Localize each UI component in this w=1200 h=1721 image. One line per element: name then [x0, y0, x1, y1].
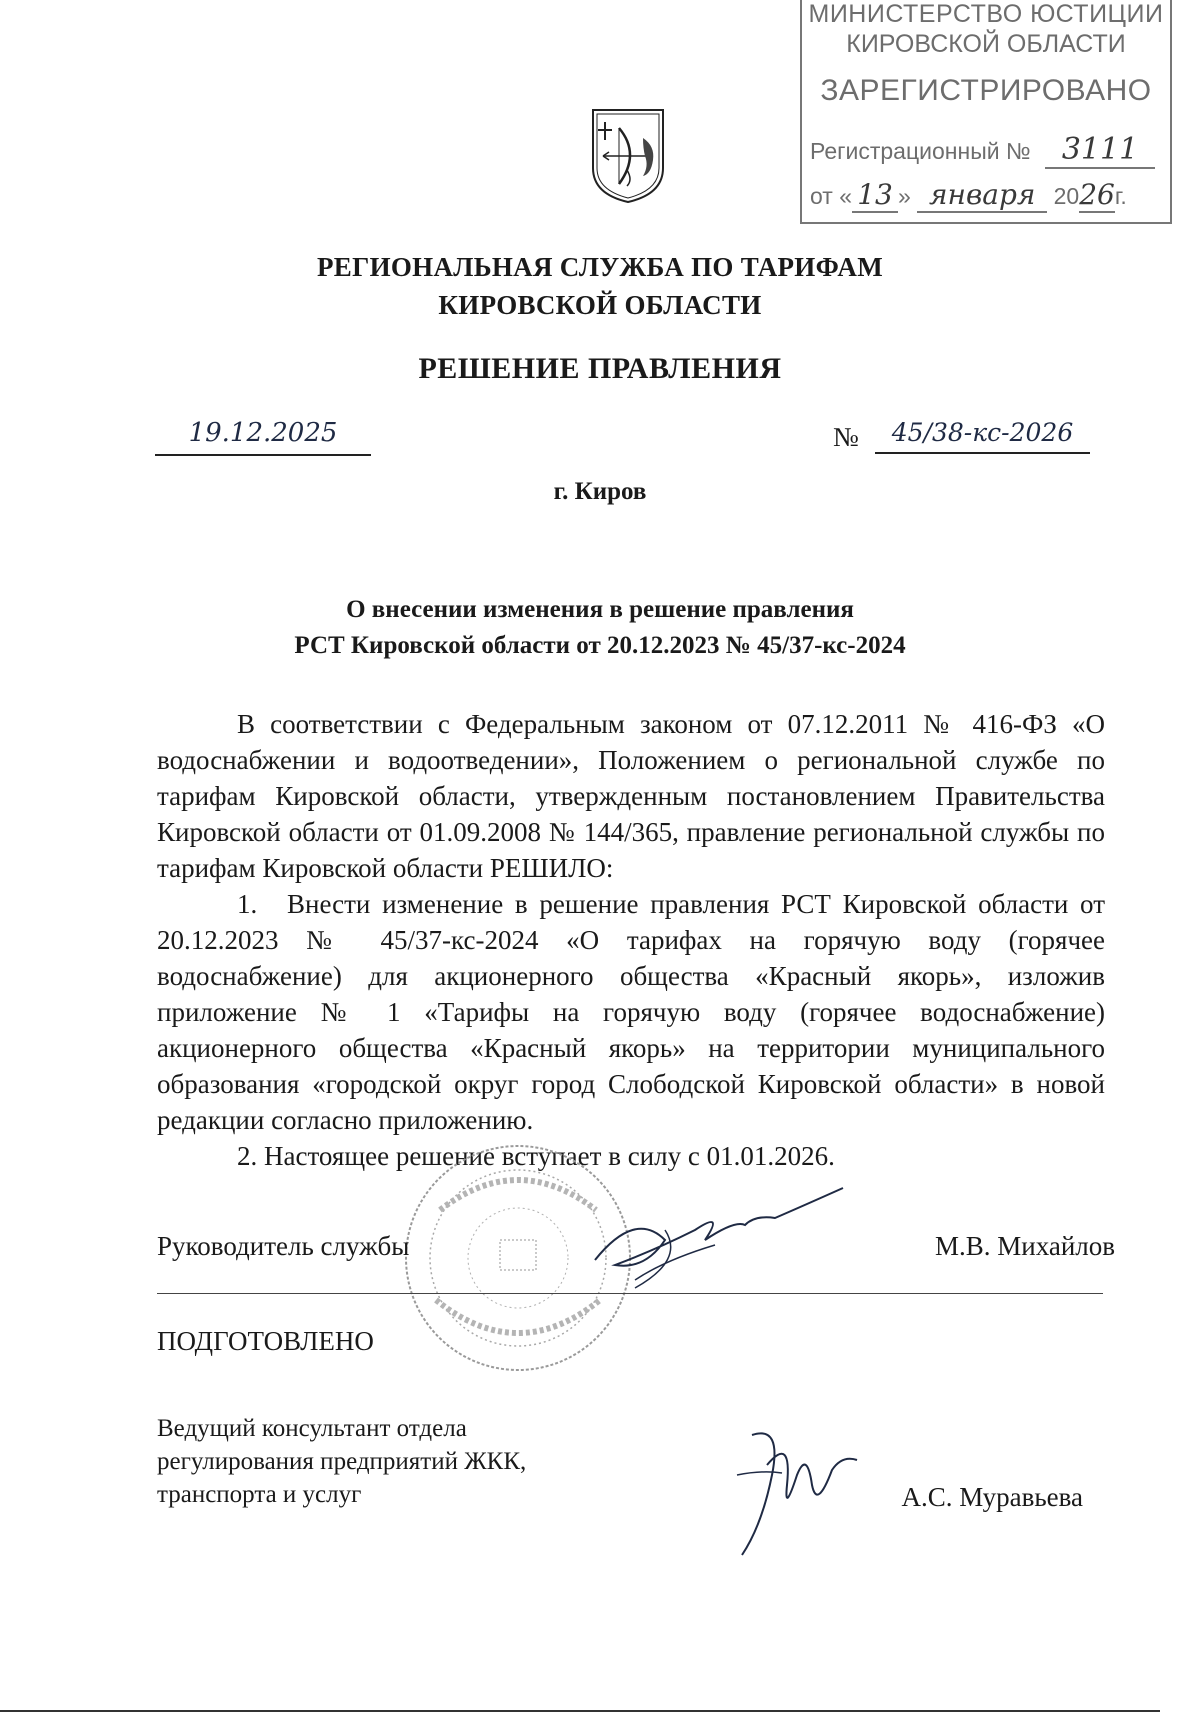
number-symbol: № — [833, 422, 859, 452]
stamp-year-prefix: 20 — [1053, 183, 1080, 209]
stamp-from-label: от — [810, 183, 833, 209]
city: г. Киров — [553, 478, 647, 505]
document-subject — [0, 592, 1200, 664]
document-title: РЕШЕНИЕ ПРАВЛЕНИЯ — [418, 352, 782, 385]
stamp-region-line: КИРОВСКОЙ ОБЛАСТИ — [846, 30, 1126, 58]
organization-line-2: КИРОВСКОЙ ОБЛАСТИ — [438, 290, 762, 320]
stamp-date-row — [810, 178, 1127, 213]
subject-line-1: О внесении изменения в решение правления — [346, 596, 854, 623]
decision-number: 45/38-кс-2026 — [875, 418, 1090, 454]
coat-of-arms-icon — [589, 108, 667, 204]
item-1-text: Внести изменение в решение правления РСТ Кировской области от 20.12.2023 № 45/37-кс-2024 «О тарифах на горячую воду (горячее водоснабжение) для акционерного общества «Красный якорь», изложив приложение № 1 «Тарифы на горячую воду (горячее водоснабжение) акционерного общества «Красный якорь» на территории муниципального образования «городской округ город Слободской Кировской области» в новой редакции согласно приложению. — [157, 889, 1105, 1135]
preparer-role-line-1: Ведущий консультант отдела — [157, 1415, 467, 1442]
preparer-signature-icon — [722, 1415, 872, 1565]
stamp-reg-number-row — [810, 132, 1155, 169]
preparer-role — [157, 1412, 526, 1511]
head-title: Руководитель службы — [157, 1231, 410, 1261]
stamp-registered-line: ЗАРЕГИСТРИРОВАНО — [820, 74, 1152, 107]
preparer-role-line-2: регулирования предприятий ЖКК, — [157, 1448, 527, 1475]
stamp-year-label: г. — [1114, 183, 1127, 209]
prepared-label: ПОДГОТОВЛЕНО — [157, 1326, 374, 1356]
decision-date: 19.12.2025 — [155, 418, 371, 456]
stamp-ministry-line: МИНИСТЕРСТВО ЮСТИЦИИ — [808, 0, 1164, 28]
preparer-role-line-3: транспорта и услуг — [157, 1481, 362, 1508]
stamp-year-suffix: 26 — [1079, 178, 1115, 211]
preparer-name: А.С. Муравьева — [901, 1482, 1083, 1512]
stamp-close-quote: » — [898, 183, 911, 209]
stamp-month: января — [917, 178, 1047, 213]
item-2-paragraph: 2. Настоящее решение вступает в силу с 01.01.2026. — [237, 1141, 835, 1171]
registration-stamp — [800, 0, 1172, 224]
stamp-reg-number: 3111 — [1045, 132, 1155, 169]
organization-line-1: РЕГИОНАЛЬНАЯ СЛУЖБА ПО ТАРИФАМ — [317, 252, 883, 282]
head-signature-icon — [575, 1170, 845, 1300]
signature-divider — [157, 1293, 1103, 1294]
preamble-paragraph: В соответствии с Федеральным законом от 07.12.2011 № 416-ФЗ «О водоснабжении и водоотведении», Положением о региональной службе по тарифам Кировской области, утвержденным постановлением Правительства Кировской области от 01.09.2008 № 144/365, правление региональной службы по тарифам Кировской области РЕШИЛО: — [157, 709, 1105, 883]
head-name: М.В. Михайлов — [934, 1231, 1115, 1261]
stamp-day: 13 — [852, 178, 898, 213]
document-body — [157, 706, 1105, 1174]
item-1-paragraph — [157, 886, 1105, 1138]
decision-number-row — [833, 418, 1098, 454]
subject-line-2: РСТ Кировской области от 20.12.2023 № 45/37-кс-2024 — [294, 632, 906, 659]
stamp-reg-label: Регистрационный № — [810, 138, 1031, 164]
bottom-scan-edge — [0, 1710, 1160, 1712]
item-1-number: 1. — [237, 889, 258, 919]
organization-name — [0, 248, 1200, 324]
stamp-open-quote: « — [839, 183, 853, 209]
